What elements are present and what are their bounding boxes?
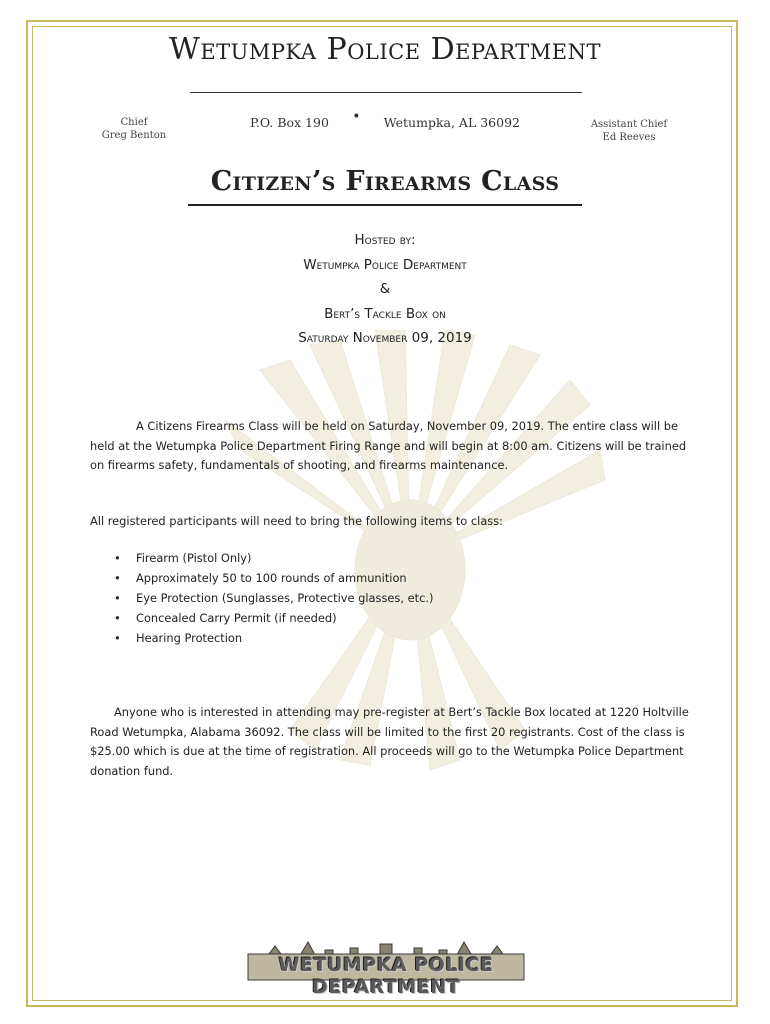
host-tackle-box: Bert’s Tackle Box on [324,305,446,322]
list-item [114,588,433,608]
host-department: Wetumpka Police Department [303,256,467,273]
items-list [114,548,433,648]
footer-logo-text: WETUMPKA POLICE DEPARTMENT [278,954,494,998]
bullet-icon: • [114,611,121,625]
list-item-text: Concealed Carry Permit (if needed) [136,611,337,625]
assistant-chief-name: Ed Reeves [602,132,656,143]
address-box: P.O. Box 190 [250,114,329,130]
chief-block [92,116,176,142]
list-item [114,608,433,628]
address-line [250,109,520,130]
address-city: Wetumpka, AL 36092 [383,114,520,130]
list-item [114,568,433,588]
bullet-icon: • [114,631,121,645]
list-item-text: Eye Protection (Sunglasses, Protective glasses, etc.) [136,591,434,605]
assistant-chief-label: Assistant Chief [590,119,668,130]
bullet-icon: • [114,551,121,565]
header-divider [190,92,582,93]
chief-name: Greg Benton [101,130,167,141]
host-ampersand: & [379,281,391,297]
assistant-chief-block [580,118,678,144]
list-item-text: Approximately 50 to 100 rounds of ammunition [136,571,407,585]
chief-label: Chief [120,117,148,128]
items-intro-paragraph: All registered participants will need to bring the following items to class: [90,514,504,528]
hosted-by-label: Hosted by: [354,232,416,248]
intro-paragraph: A Citizens Firearms Class will be held on Saturday, November 09, 2019. The entire class will be held at the Wetumpka Police Department Firing Range and will begin at 8:00 am. Citizens will be trained on firearms safety, fundamentals of shooting, and firearms maintenance. [90,419,687,472]
footer-logo [240,936,532,998]
list-item-text: Firearm (Pistol Only) [136,551,252,565]
list-item [114,628,433,648]
list-item-text: Hearing Protection [136,631,243,645]
list-item [114,548,433,568]
class-title: Citizen’s Firearms Class [210,166,560,197]
bullet-icon: • [114,571,121,585]
title-underline [188,204,582,206]
registration-paragraph: Anyone who is interested in attending may pre-register at Bert’s Tackle Box located at 1220 Holtville Road Wetumpka, Alabama 36092. The class will be limited to the first 20 registrants. Cost of the class is $25.00 which is due at the time of registration. All proceeds will go to the Wetumpka Police Department donation fund. [90,705,689,778]
department-title: Wetumpka Police Department [168,32,602,67]
bullet-icon: • [114,591,121,605]
bullet-separator: • [352,109,361,125]
event-date: Saturday November 09, 2019 [298,330,472,346]
hosted-by-block [0,228,770,351]
